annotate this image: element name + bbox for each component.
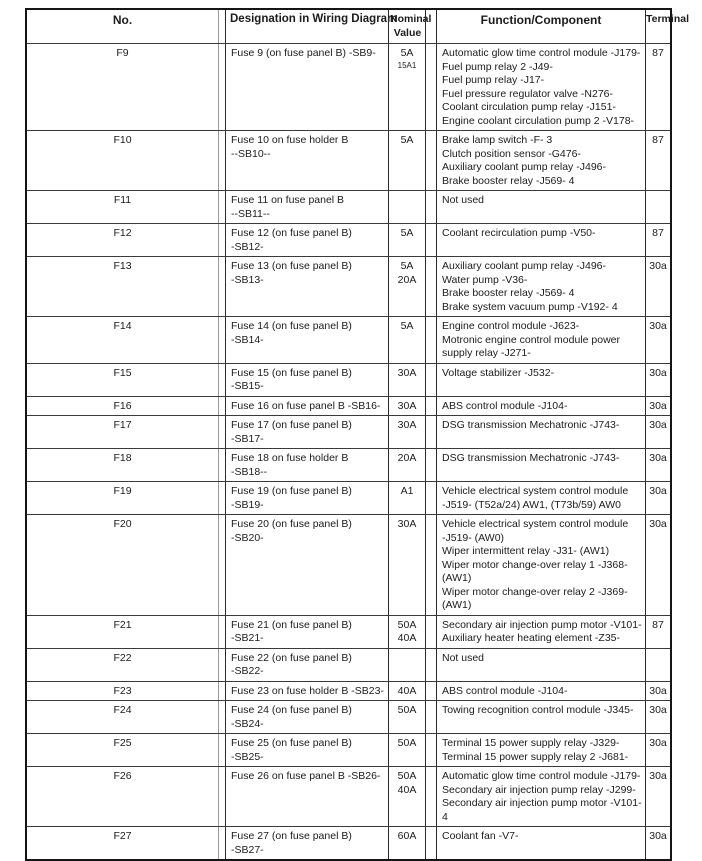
double-rule [218, 131, 226, 190]
fuse-terminal [645, 649, 670, 681]
fuse-value: 50A 40A [388, 616, 425, 648]
fuse-terminal: 30a [645, 701, 670, 733]
fuse-functions: DSG transmission Mechatronic -J743- [442, 452, 620, 464]
fuse-no: F17 [113, 419, 132, 431]
fuse-terminal: 30a [645, 767, 670, 826]
fuse-terminal: 87 [645, 131, 670, 190]
fuse-functions: DSG transmission Mechatronic -J743- [442, 419, 620, 431]
fuse-no: F9 [116, 47, 129, 59]
double-rule [425, 10, 437, 43]
double-rule [425, 317, 437, 363]
double-rule [425, 734, 437, 766]
fuse-functions: ABS control module -J104- [442, 399, 568, 412]
fuse-no: F18 [113, 452, 132, 464]
header-function: Function/Component [480, 13, 602, 27]
header-nominal-value [388, 10, 432, 43]
fuse-designation: Fuse 12 (on fuse panel B) -SB12- [231, 227, 352, 253]
fuse-functions: Not used [442, 651, 485, 664]
fuse-value: 5A [388, 131, 425, 190]
fuse-functions: Not used [442, 194, 485, 206]
fuse-functions: Vehicle electrical system control module -J519- (T52a/24) AW1, (T73b/59) AW0 [442, 485, 629, 511]
fuse-terminal: 30a [645, 416, 670, 448]
fuse-functions: Secondary air injection pump motor -V101- Auxiliary heater heating element -Z35- [442, 618, 642, 644]
double-rule [218, 397, 226, 416]
double-rule [425, 649, 437, 681]
fuse-functions: Coolant recirculation pump -V50- [442, 227, 596, 239]
table-row [27, 734, 670, 767]
double-rule [425, 364, 437, 396]
double-rule [218, 767, 226, 826]
table-row [27, 515, 670, 616]
fuse-terminal: 87 [645, 44, 670, 130]
double-rule [425, 482, 437, 514]
table-row [27, 131, 670, 191]
table-row [27, 616, 670, 649]
fuse-designation: Fuse 26 on fuse panel B -SB26- [231, 770, 381, 782]
fuse-designation: Fuse 9 (on fuse panel B) -SB9- [231, 47, 376, 59]
fuse-no: F10 [113, 134, 132, 146]
fuse-no: F20 [113, 518, 132, 530]
double-rule [218, 191, 226, 223]
double-rule [218, 10, 226, 43]
double-rule [425, 416, 437, 448]
fuse-no: F21 [113, 618, 132, 631]
fuse-value: 30A [388, 515, 425, 615]
fuse-no: F22 [113, 651, 132, 664]
fuse-no: F27 [113, 830, 132, 842]
double-rule [425, 682, 437, 701]
double-rule [218, 827, 226, 859]
fuse-terminal: 30a [645, 364, 670, 396]
double-rule [218, 616, 226, 648]
fuse-designation: Fuse 15 (on fuse panel B) -SB15- [231, 366, 352, 392]
fuse-value: 30A [388, 364, 425, 396]
fuse-no: F15 [113, 366, 132, 379]
table-row [27, 482, 670, 515]
double-rule [218, 317, 226, 363]
fuse-functions: Engine control module -J623- Motronic engine control module power supply relay -J271- [442, 320, 621, 359]
double-rule [425, 449, 437, 481]
double-rule [425, 397, 437, 416]
fuse-value: 50A 40A [388, 767, 425, 826]
fuse-value: 60A [388, 827, 425, 859]
fuse-value: 20A [388, 449, 425, 481]
fuse-value: 50A [388, 701, 425, 733]
fuse-designation: Fuse 27 (on fuse panel B) -SB27- [231, 830, 352, 856]
table-row [27, 649, 670, 682]
fuse-value [388, 191, 425, 223]
fuse-functions: Coolant fan -V7- [442, 830, 519, 842]
double-rule [425, 44, 437, 130]
fuse-terminal: 30a [645, 482, 670, 514]
fuse-value: 30A [388, 416, 425, 448]
fuse-designation: Fuse 16 on fuse panel B -SB16- [231, 399, 381, 412]
double-rule [425, 827, 437, 859]
fuse-value [388, 649, 425, 681]
double-rule [425, 257, 437, 316]
fuse-functions: Automatic glow time control module -J179- Secondary air injection pump relay -J299- Secondary air injection pump motor -V101- 4 [442, 770, 642, 823]
fuse-designation: Fuse 20 (on fuse panel B) -SB20- [231, 518, 352, 544]
fuse-functions: Terminal 15 power supply relay -J329- Terminal 15 power supply relay 2 -J681- [442, 737, 629, 763]
fuse-no: F16 [113, 399, 132, 412]
fuse-value: A1 [388, 482, 425, 514]
table-row [27, 416, 670, 449]
fuse-terminal: 30a [645, 734, 670, 766]
fuse-no: F11 [113, 194, 132, 206]
fuse-terminal: 30a [645, 827, 670, 859]
fuse-functions: Towing recognition control module -J345- [442, 704, 634, 716]
fuse-functions: Auxiliary coolant pump relay -J496- Water pump -V36- Brake booster relay -J569- 4 Brake system vacuum pump -V192- 4 [442, 260, 618, 313]
fuse-no: F25 [113, 737, 132, 749]
fuse-functions: Voltage stabilizer -J532- [442, 366, 555, 379]
table-row [27, 257, 670, 317]
header-nominal-line1: Nominal [390, 13, 432, 25]
fuse-designation: Fuse 13 (on fuse panel B) -SB13- [231, 260, 352, 286]
fuse-value: 5A 15A1 [388, 44, 425, 130]
double-rule [425, 767, 437, 826]
fuse-no: F14 [113, 320, 132, 332]
double-rule [425, 224, 437, 256]
table-row [27, 701, 670, 734]
fuse-designation: Fuse 25 (on fuse panel B) -SB25- [231, 737, 352, 763]
fuse-designation: Fuse 10 on fuse holder B --SB10-- [231, 134, 349, 160]
fuse-no: F24 [113, 704, 132, 716]
fuse-value: 30A [388, 397, 425, 416]
fuse-terminal: 30a [645, 449, 670, 481]
table-row [27, 827, 670, 859]
fuse-functions: Vehicle electrical system control module -J519- (AW0) Wiper intermittent relay -J31- (AW1) Wiper motor change-over relay 1 -J368- (AW1) Wiper motor change-over relay 2 -J369- (AW1) [442, 518, 629, 611]
fuse-value: 50A [388, 734, 425, 766]
fuse-terminal: 30a [645, 397, 670, 416]
table-row [27, 224, 670, 257]
double-rule [425, 616, 437, 648]
fuse-value: 5A [388, 317, 425, 363]
table-row [27, 364, 670, 397]
table-row [27, 449, 670, 482]
fuse-functions: ABS control module -J104- [442, 684, 568, 697]
fuse-functions: Automatic glow time control module -J179- Fuel pump relay 2 -J49- Fuel pump relay -J17- Fuel pressure regulator valve -N276- Coolant circulation pump relay -J151- Engine coolant circulation pump 2 -V178- [442, 47, 641, 127]
fuse-designation: Fuse 11 on fuse panel B --SB11-- [231, 194, 345, 220]
fuse-terminal: 30a [645, 682, 670, 701]
fuse-terminal: 30a [645, 317, 670, 363]
fuse-table-body [27, 44, 670, 859]
fuse-designation: Fuse 18 on fuse holder B -SB18-- [231, 452, 349, 478]
fuse-value: 40A [388, 682, 425, 701]
double-rule [425, 515, 437, 615]
double-rule [218, 224, 226, 256]
fuse-terminal [645, 191, 670, 223]
fuse-designation: Fuse 23 on fuse holder B -SB23- [231, 684, 384, 697]
table-row [27, 397, 670, 417]
fuse-designation: Fuse 21 (on fuse panel B) -SB21- [231, 618, 352, 644]
fuse-designation: Fuse 24 (on fuse panel B) -SB24- [231, 704, 352, 730]
fuse-terminal: 87 [645, 616, 670, 648]
double-rule [218, 449, 226, 481]
fuse-designation: Fuse 19 (on fuse panel B) -SB19- [231, 485, 352, 511]
double-rule [218, 364, 226, 396]
table-row [27, 44, 670, 131]
fuse-functions: Brake lamp switch -F- 3 Clutch position sensor -G476- Auxiliary coolant pump relay -J496- Brake booster relay -J569- 4 [442, 134, 606, 187]
double-rule [218, 44, 226, 130]
double-rule [425, 131, 437, 190]
header-nominal-line2: Value [393, 26, 422, 39]
header-no: No. [112, 13, 133, 27]
fuse-no: F23 [113, 684, 132, 697]
table-row [27, 317, 670, 364]
fuse-designation: Fuse 14 (on fuse panel B) -SB14- [231, 320, 352, 346]
table-row [27, 682, 670, 702]
fuse-value: 5A 20A [388, 257, 425, 316]
fuse-table [25, 8, 689, 861]
fuse-no: F12 [113, 227, 132, 239]
fuse-terminal: 87 [645, 224, 670, 256]
fuse-terminal: 30a [645, 515, 670, 615]
double-rule [218, 482, 226, 514]
fuse-designation: Fuse 17 (on fuse panel B) -SB17- [231, 419, 352, 445]
fuse-value: 5A [388, 224, 425, 256]
table-row [27, 767, 670, 827]
double-rule [425, 191, 437, 223]
double-rule [425, 701, 437, 733]
table-row [27, 191, 670, 224]
header-terminal: Terminal [645, 10, 689, 43]
fuse-designation: Fuse 22 (on fuse panel B) -SB22- [231, 651, 352, 677]
header-designation: Designation in Wiring Diagram [230, 13, 398, 25]
fuse-terminal: 30a [645, 257, 670, 316]
double-rule [218, 649, 226, 681]
fuse-no: F26 [113, 770, 132, 782]
double-rule [218, 515, 226, 615]
table-header-row [27, 10, 689, 44]
fuse-no: F19 [113, 485, 132, 497]
double-rule [218, 734, 226, 766]
fuse-no: F13 [113, 260, 132, 272]
double-rule [218, 701, 226, 733]
double-rule [218, 416, 226, 448]
double-rule [218, 682, 226, 701]
double-rule [218, 257, 226, 316]
